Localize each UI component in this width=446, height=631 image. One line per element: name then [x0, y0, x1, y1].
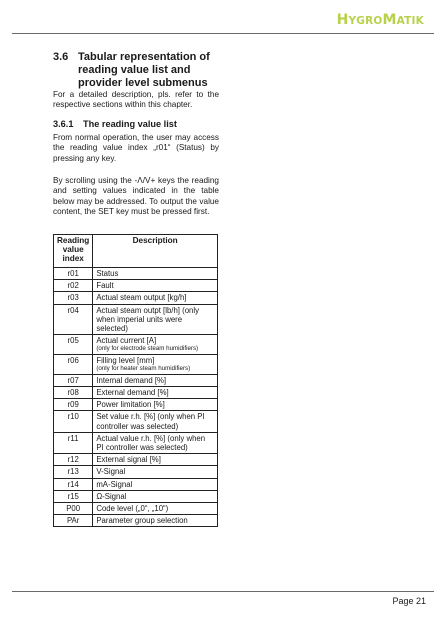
description-text: V-Signal	[96, 467, 126, 477]
logo-letters: ATIK	[396, 15, 424, 27]
reading-description	[93, 515, 218, 527]
description-note: (only for electrode steam humidifiers)	[96, 345, 199, 353]
logo-letter: H	[336, 12, 349, 28]
description-text: Set value r.h. [%] (only when PI controller was selected)	[96, 412, 205, 431]
reading-index: r08	[54, 387, 93, 399]
reading-description	[93, 304, 218, 335]
table-row	[54, 268, 218, 280]
logo-letters: YGRO	[348, 15, 383, 27]
description-text: Internal demand [%]	[96, 375, 167, 385]
table-row	[54, 432, 218, 453]
access-paragraph: From normal operation, the user may access the reading value index „r01“ (Status) by pressing any key.	[53, 133, 219, 163]
reading-index: r10	[54, 411, 93, 432]
logo-letter: M	[382, 12, 397, 28]
description-note: (only for heater steam humidifiers)	[96, 365, 191, 373]
table-row	[54, 515, 218, 527]
table-row	[54, 411, 218, 432]
header-rule	[12, 33, 434, 34]
table-row	[54, 387, 218, 399]
subsection-heading	[53, 119, 177, 129]
reading-description	[93, 280, 218, 292]
table-row	[54, 280, 218, 292]
reading-description	[93, 387, 218, 399]
subsection-title: The reading value list	[83, 119, 177, 129]
table-row	[54, 355, 218, 375]
reading-description	[93, 268, 218, 280]
reading-index: r12	[54, 454, 93, 466]
reading-description	[93, 411, 218, 432]
reading-index: r06	[54, 355, 93, 375]
reading-description	[93, 454, 218, 466]
description-text: Status	[96, 269, 119, 278]
reading-index: r05	[54, 335, 93, 355]
description-text: Filling level [mm]	[96, 356, 155, 366]
reading-index: r07	[54, 374, 93, 386]
reading-index: r11	[54, 432, 93, 453]
section-number: 3.6	[53, 51, 69, 63]
table-row	[54, 374, 218, 386]
reading-index: r02	[54, 280, 93, 292]
description-text: Fault	[96, 281, 114, 291]
reading-index: r13	[54, 466, 93, 478]
table-row	[54, 454, 218, 466]
subsection-number: 3.6.1	[53, 119, 74, 129]
description-text: External demand [%]	[96, 388, 169, 398]
description-text: Actual current [A]	[96, 336, 157, 346]
reading-index: r14	[54, 478, 93, 490]
reading-value-table	[53, 234, 218, 527]
table-header-row	[54, 235, 218, 268]
reading-description	[93, 478, 218, 490]
reading-description	[93, 374, 218, 386]
footer-rule	[12, 591, 434, 592]
description-text: External signal [%]	[96, 455, 161, 465]
scroll-paragraph: By scrolling using the -Λ/V+ keys the reading and setting values indicated in the table below may be addressed. To output the value content, the SET key must be pressed first.	[53, 176, 219, 217]
brand-logo	[337, 12, 424, 28]
reading-index: P00	[54, 503, 93, 515]
table-row	[54, 490, 218, 502]
reading-index: r09	[54, 399, 93, 411]
table-row	[54, 292, 218, 304]
reading-description	[93, 355, 218, 375]
table-row	[54, 503, 218, 515]
table-row	[54, 335, 218, 355]
description-text: Power limitation [%]	[96, 400, 165, 410]
table-row	[54, 466, 218, 478]
reading-index: r01	[54, 268, 93, 280]
description-text: Actual steam output [kg/h]	[96, 293, 187, 303]
description-text: Actual steam outpt [lb/h] (only when imperial units were selected)	[96, 305, 200, 334]
intro-paragraph: For a detailed description, pls. refer to the respective sections within this chapter.	[53, 90, 219, 110]
reading-index: r03	[54, 292, 93, 304]
reading-description	[93, 490, 218, 502]
description-text: Parameter group selection	[96, 516, 188, 526]
reading-description	[93, 399, 218, 411]
reading-index: r15	[54, 490, 93, 502]
reading-description	[93, 432, 218, 453]
section-title: Tabular representation of reading value list and provider level submenus	[78, 51, 210, 89]
description-text: Code level („0“, „10“)	[96, 504, 169, 514]
reading-index: r04	[54, 304, 93, 335]
header-index: Reading value index	[54, 235, 93, 268]
description-text: Actual value r.h. [%] (only when PI controller was selected)	[96, 433, 206, 453]
table-row	[54, 478, 218, 490]
reading-index: PAr	[54, 515, 93, 527]
page-number: Page 21	[392, 596, 426, 606]
reading-description	[93, 292, 218, 304]
description-text: mA-Signal	[96, 479, 133, 489]
reading-description	[93, 466, 218, 478]
table-row	[54, 399, 218, 411]
table-row	[54, 304, 218, 335]
description-text: Ω-Signal	[96, 491, 127, 501]
header-description: Description	[93, 235, 218, 268]
reading-description	[93, 503, 218, 515]
reading-description	[93, 335, 218, 355]
